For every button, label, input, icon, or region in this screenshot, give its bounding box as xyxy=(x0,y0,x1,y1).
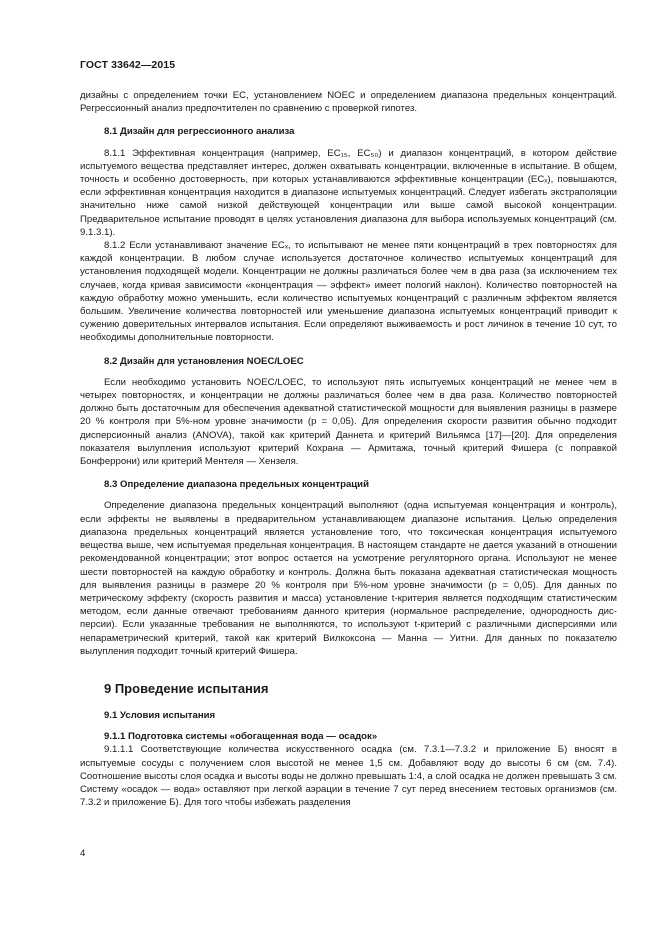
section-heading-8-3: 8.3 Определение диапазона предельных концентраций xyxy=(104,479,369,491)
paragraph-8-3: Определение диапазона предельных концентраций выполняют (одна испытуемая концентрация и контроль), если эффекты не выявлены в предварительном устанавливающем диапазоне испытания. Целью определения диапазона предельных концентраций является установление того, что токсическая концентрация испытуемого вещества выше, чем испытуемая предельная концентрация. В настоящем стандарте не дается указаний в отношении рекомендованной концентрации; этот вопрос остается на усмотрение регуляторного органа. Используют не менее шести повторностей на каждую обработку и контроль. Должна быть показана адекватная статистическая мощность для выявления разницы в размере 20 % контроля при 5%-ном уровне значимости (р = 0,05). Для данных по метрическому эффекту (скорость развития и масса) установление t-критерия является подходящим статистическим методом, если данные отвечают требованиям данного критерия (нормальное распределение, однородность дисперсии). Если указанные требования не выполняются, то используют t-критерий с различными дисперсиями или непараметрический критерий, такой как критерий Вилкоксона — Манна — Уитни. Для данных по показателю вылупления подходит точный критерий Фишера. xyxy=(80,500,617,657)
paragraph-8-2: Если необходимо установить NOEC/LOEC, то используют пять испытуемых концентраций не менее чем в четырех повторностях, и концентрации не должны различаться более чем в два раза. Количество повторностей должно быть достаточным для обеспечения адекватной статистической мощности для выявления разницы в размере 20 % контроля при 5%-ном уровне значимости (р = 0,05). Для определения скорости развития обычно подходит дисперсионный анализ (ANOVA), такой как критерий Даннета и критерий Вильямса [17]—[20]. Для определения показателя вылупления используют критерий Кохрана — Армитажа, точный критерий Фишера (с поправкой Бонферрони) или критерий Ментеля — Хензеля. xyxy=(80,376,617,468)
section-heading-9-1: 9.1 Условия испытания xyxy=(104,709,216,721)
paragraph-8-1-1: 8.1.1 Эффективная концентрация (например, ЕС₁₅, ЕС₅₀) и диапазон концентраций, в котором действие испытуемого вещества представляет интерес, должен охватывать концентрации, включенные в испытание. В общем, точность и особенно достоверность, при которых устанавливаются эффективные концентрации (ЕСₓ), повышаются, если эффективная концентрация находится в диапазоне испытуемых концентраций. Следует избегать экстраполяции значительно ниже самой низкой действующей концентрации или выше самой высокой концентрации. Предварительное испытание проводят в целях установления диапазона для выбора используемых концентраций (см. 9.1.3.1). xyxy=(80,147,617,238)
chapter-heading-9: 9 Проведение испытания xyxy=(104,680,269,696)
document-header: ГОСТ 33642—2015 xyxy=(80,59,176,71)
paragraph-8-1-2: 8.1.2 Если устанавливают значение ЕСₓ, то испытывают не менее пяти концентраций в трех повторностях для каждой концентрации. В любом случае используется достаточное количество испытуемых концентраций для установления подходящей модели. Концентрации не должны различаться более чем в два раза (за исключением тех случаев, когда кривая зависимости «концентрация — эффект» имеет пологий наклон). Количество повторностей на каждую обработку можно уменьшить, если количество испытуемых концентраций с различным эффектом является большим. Увеличение количества повторностей или уменьшение диапазона испытуемых концентраций приводит к сужению доверительных интервалов испытания. Если определяют выживаемость и рост личинок в течение 10 сут, то необходимы дополнительные повторности. xyxy=(80,240,617,344)
section-heading-8-2: 8.2 Дизайн для установления NOEC/LOEC xyxy=(104,355,304,367)
subsection-heading-9-1-1: 9.1.1 Подготовка системы «обогащенная вода — осадок» xyxy=(104,731,378,743)
page-number: 4 xyxy=(80,848,86,859)
paragraph-9-1-1-1: 9.1.1.1 Соответствующие количества искусственного осадка (см. 7.3.1—7.3.2 и приложение Б) вносят в испытуемые сосуды с получением слоя высотой не менее 1,5 см. Добавляют воду до высоты 6 см (см. 7.4). Соотношение высоты слоя осадка и высоты воды не должно превышать 1:4, а слой осадка не должен превышать 3 см. Систему «осадок — вода» оставляют при легкой аэрации в течение 7 сут перед внесением тестовых организмов (см. 7.3.2 и приложение Б). Для того чтобы избежать разделения xyxy=(80,744,617,809)
page-content xyxy=(80,89,617,809)
section-heading-8-1: 8.1 Дизайн для регрессионного анализа xyxy=(104,126,295,138)
paragraph-continuation: дизайны с определением точки ЕС, установлением NOEC и определением диапазона предельных концентраций. Регрессионный анализ предпочтителен по сравнению с проверкой гипотез. xyxy=(80,90,617,115)
